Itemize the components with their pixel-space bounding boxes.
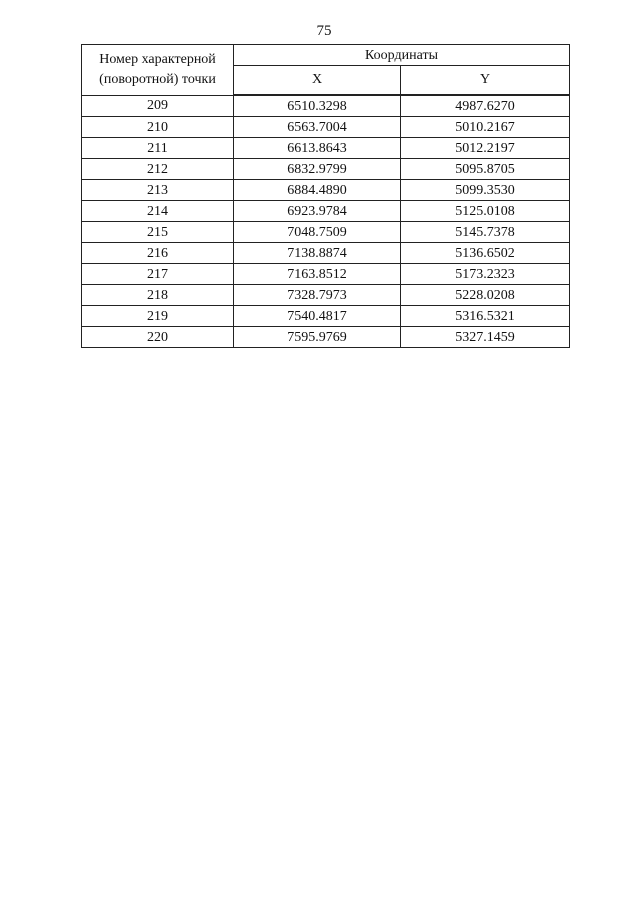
table-row xyxy=(82,201,570,222)
point-header-line2: (поворотной) точки xyxy=(99,71,216,87)
y-cell: 5095.8705 xyxy=(401,159,570,180)
point-cell: 213 xyxy=(82,180,234,201)
point-cell: 209 xyxy=(82,95,234,117)
coordinates-header: Координаты xyxy=(234,45,570,66)
x-cell: 6613.8643 xyxy=(234,138,401,159)
table-row xyxy=(82,180,570,201)
point-cell: 211 xyxy=(82,138,234,159)
table-row xyxy=(82,159,570,180)
table-row xyxy=(82,95,570,117)
y-cell: 5327.1459 xyxy=(401,327,570,348)
table-row xyxy=(82,327,570,348)
y-cell: 5173.2323 xyxy=(401,264,570,285)
point-cell: 216 xyxy=(82,243,234,264)
y-cell: 5228.0208 xyxy=(401,285,570,306)
x-cell: 7163.8512 xyxy=(234,264,401,285)
y-cell: 5145.7378 xyxy=(401,222,570,243)
table-row xyxy=(82,243,570,264)
table-row xyxy=(82,306,570,327)
x-cell: 7540.4817 xyxy=(234,306,401,327)
page-number: 75 xyxy=(316,23,332,39)
x-cell: 6884.4890 xyxy=(234,180,401,201)
y-cell: 4987.6270 xyxy=(401,95,570,117)
x-header: X xyxy=(234,66,401,96)
point-cell: 219 xyxy=(82,306,234,327)
point-cell: 217 xyxy=(82,264,234,285)
table-row xyxy=(82,222,570,243)
y-cell: 5136.6502 xyxy=(401,243,570,264)
table-body xyxy=(82,95,570,348)
point-cell: 214 xyxy=(82,201,234,222)
point-cell: 220 xyxy=(82,327,234,348)
table-row xyxy=(82,117,570,138)
table-row xyxy=(82,285,570,306)
y-cell: 5099.3530 xyxy=(401,180,570,201)
x-cell: 7328.7973 xyxy=(234,285,401,306)
x-cell: 7595.9769 xyxy=(234,327,401,348)
y-cell: 5010.2167 xyxy=(401,117,570,138)
y-cell: 5012.2197 xyxy=(401,138,570,159)
point-cell: 218 xyxy=(82,285,234,306)
y-cell: 5125.0108 xyxy=(401,201,570,222)
y-header: Y xyxy=(401,66,570,96)
point-cell: 215 xyxy=(82,222,234,243)
table-row xyxy=(82,138,570,159)
x-cell: 6510.3298 xyxy=(234,95,401,117)
point-number-header xyxy=(82,45,234,96)
point-cell: 210 xyxy=(82,117,234,138)
point-header-line1: Номер характерной xyxy=(99,51,216,67)
table-header xyxy=(82,45,570,96)
point-cell: 212 xyxy=(82,159,234,180)
y-cell: 5316.5321 xyxy=(401,306,570,327)
x-cell: 6923.9784 xyxy=(234,201,401,222)
x-cell: 7138.8874 xyxy=(234,243,401,264)
table-row xyxy=(82,264,570,285)
x-cell: 6832.9799 xyxy=(234,159,401,180)
x-cell: 6563.7004 xyxy=(234,117,401,138)
coordinates-table xyxy=(81,44,570,348)
x-cell: 7048.7509 xyxy=(234,222,401,243)
